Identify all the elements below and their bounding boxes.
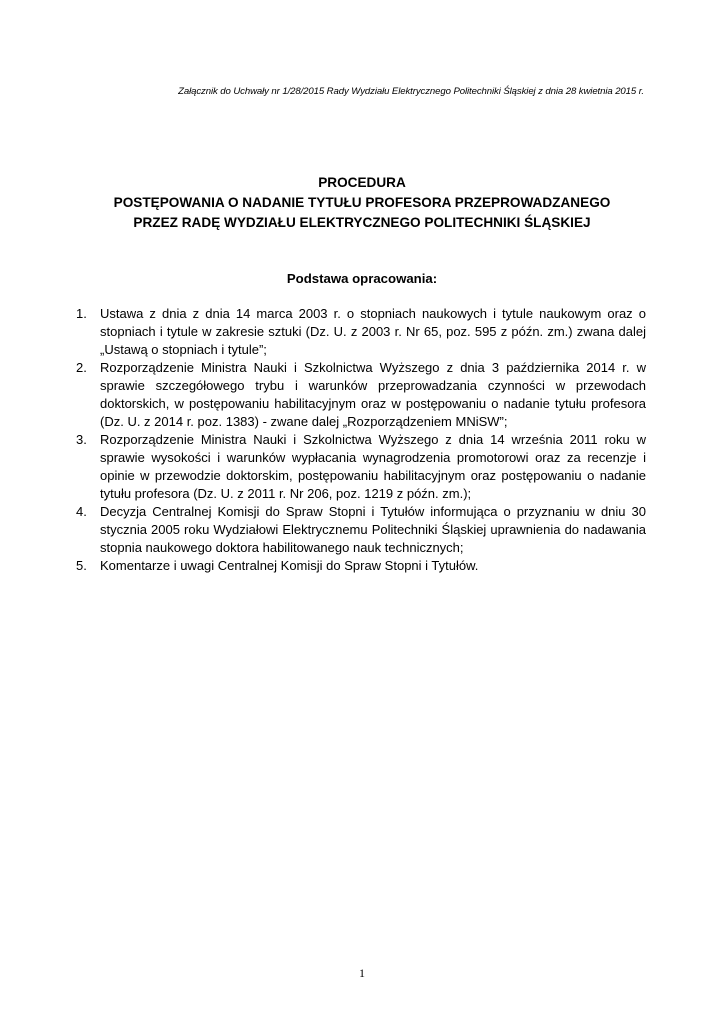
list-item-number: 5.: [76, 558, 87, 573]
title-line-2: POSTĘPOWANIA O NADANIE TYTUŁU PROFESORA PRZEPROWADZANEGO: [113, 195, 611, 210]
list-item-number: 4.: [76, 504, 87, 519]
list-item: [76, 305, 646, 359]
title-line-3: PRZEZ RADĘ WYDZIAŁU ELEKTRYCZNEGO POLITECHNIKI ŚLĄSKIEJ: [133, 215, 591, 230]
basis-heading: Podstawa opracowania:: [286, 271, 438, 286]
list-item-number: 1.: [76, 306, 87, 321]
attachment-note: Załącznik do Uchwały nr 1/28/2015 Rady Wydziału Elektrycznego Politechniki Śląskiej z dnia 28 kwietnia 2015 r.: [178, 86, 644, 97]
list-item-number: 3.: [76, 432, 87, 447]
list-item: [76, 503, 646, 557]
list-item: [76, 557, 646, 575]
list-item: [76, 359, 646, 431]
list-item-text: Rozporządzenie Ministra Nauki i Szkolnictwa Wyższego z dnia 3 października 2014 r. w sprawie szczegółowego trybu i warunków przeprowadzania czynności w przewodach doktorskich, w postępowaniu habilitacyjnym oraz w postępowaniu o nadanie tytułu profesora (Dz. U. z 2014 r. poz. 1383) - zwane dalej „Rozporządzeniem MNiSW”;: [100, 360, 646, 429]
list-item-text: Decyzja Centralnej Komisji do Spraw Stopni i Tytułów informująca o przyznaniu w dniu 30 stycznia 2005 roku Wydziałowi Elektrycznemu Politechniki Śląskiej uprawnienia do nadawania stopnia naukowego doktora habilitowanego nauk technicznych;: [100, 504, 646, 555]
list-item-number: 2.: [76, 360, 87, 375]
document-title: [40, 173, 684, 233]
title-line-1: PROCEDURA: [318, 175, 406, 190]
list-item-text: Rozporządzenie Ministra Nauki i Szkolnictwa Wyższego z dnia 14 września 2011 roku w sprawie wysokości i warunków wypłacania wynagrodzenia promotorowi oraz za recenzje i opinie w przewodzie doktorskim, postępowaniu habilitacyjnym oraz postępowaniu o nadanie tytułu profesora (Dz. U. z 2011 r. Nr 206, poz. 1219 z późn. zm.);: [100, 432, 646, 501]
list-item-text: Ustawa z dnia z dnia 14 marca 2003 r. o stopniach naukowych i tytule naukowym oraz o stopniach i tytule w zakresie sztuki (Dz. U. z 2003 r. Nr 65, poz. 595 z późn. zm.) zwana dalej „Ustawą o stopniach i tytule”;: [100, 306, 646, 357]
basis-list: [76, 305, 646, 575]
page-number: 1: [359, 966, 365, 980]
list-item-text: Komentarze i uwagi Centralnej Komisji do Spraw Stopni i Tytułów.: [100, 558, 479, 573]
list-item: [76, 431, 646, 503]
